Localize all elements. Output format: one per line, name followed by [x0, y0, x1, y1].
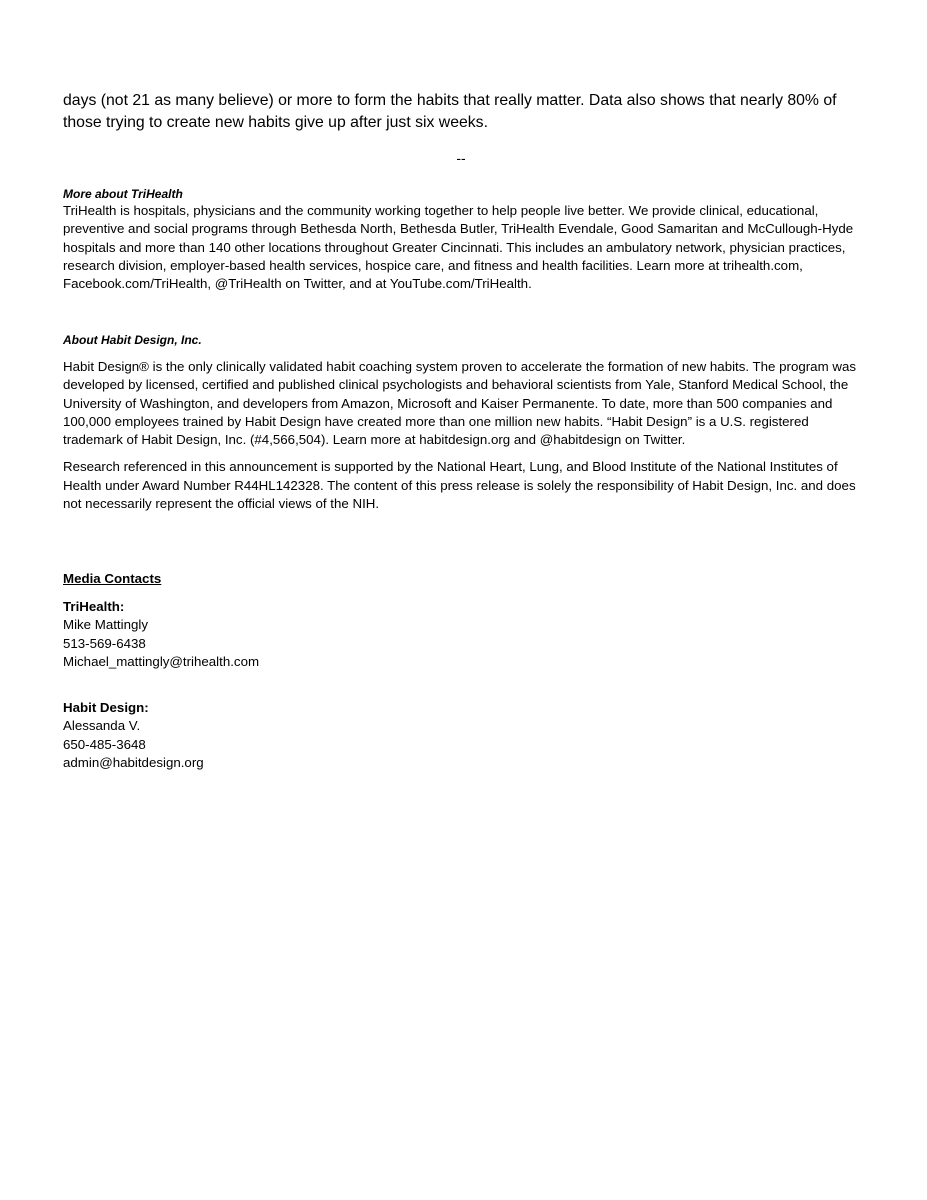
contact-org: TriHealth: — [63, 599, 125, 614]
contact-email: Michael_mattingly@trihealth.com — [63, 653, 260, 669]
contact-org: Habit Design: — [63, 700, 149, 716]
contact-email: admin@habitdesign.org — [63, 755, 204, 771]
contact-name: Mike Mattingly — [63, 617, 148, 633]
about-trihealth-body: TriHealth is hospitals, physicians and the community working together to help people live better. We provide clinical, educational, preventive and social programs through Bethesda North, Bethesda Butler, TriHealth Evendale, Good Samaritan and McCullough-Hyde hospitals and more than 140 other locations throughout Greater Cincinnati. This includes an ambulatory network, physician practices, research division, employer-based health services, hospice care, and fitness and health facilities. Learn more at trihealth.com, Facebook.com/TriHealth, @TriHealth on Twitter, and at YouTube.com/TriHealth. — [63, 203, 854, 292]
about-trihealth-heading: More about TriHealth — [63, 187, 183, 201]
contact-phone: 513-569-6438 — [63, 635, 146, 651]
about-habit-design-section — [63, 332, 863, 513]
trihealth-contact — [63, 598, 863, 671]
habit-design-contact — [63, 699, 863, 772]
intro-paragraph: days (not 21 as many believe) or more to form the habits that really matter. Data also shows that nearly 80% of those trying to create new habits give up after just six weeks. — [63, 92, 837, 131]
media-contacts-heading: Media Contacts — [63, 571, 162, 586]
about-trihealth-section — [63, 186, 863, 293]
media-contacts-section — [63, 570, 863, 772]
contact-name: Alessanda V. — [63, 718, 141, 734]
about-habit-design-paragraph: Habit Design® is the only clinically validated habit coaching system proven to accelerate the formation of new habits. The program was developed by licensed, certified and published clinical psychologists and behavioral scientists from Yale, Stanford Medical School, the University of Washington, and developers from Amazon, Microsoft and Kaiser Permanente. To date, more than 500 companies and 100,000 employees trained by Habit Design have created more than one million new habits. “Habit Design” is a U.S. registered trademark of Habit Design, Inc. (#4,566,504). Learn more at habitdesign.org and @habitdesign on Twitter. — [63, 359, 856, 448]
about-habit-design-heading: About Habit Design, Inc. — [63, 333, 202, 347]
section-separator: -- — [456, 150, 466, 166]
nih-funding-paragraph: Research referenced in this announcement is supported by the National Heart, Lung, and Blood Institute of the National Institutes of Health under Award Number R44HL142328. The content of this press release is solely the responsibility of Habit Design, Inc. and does not necessarily represent the official views of the NIH. — [63, 459, 856, 512]
contact-phone: 650-485-3648 — [63, 736, 146, 752]
